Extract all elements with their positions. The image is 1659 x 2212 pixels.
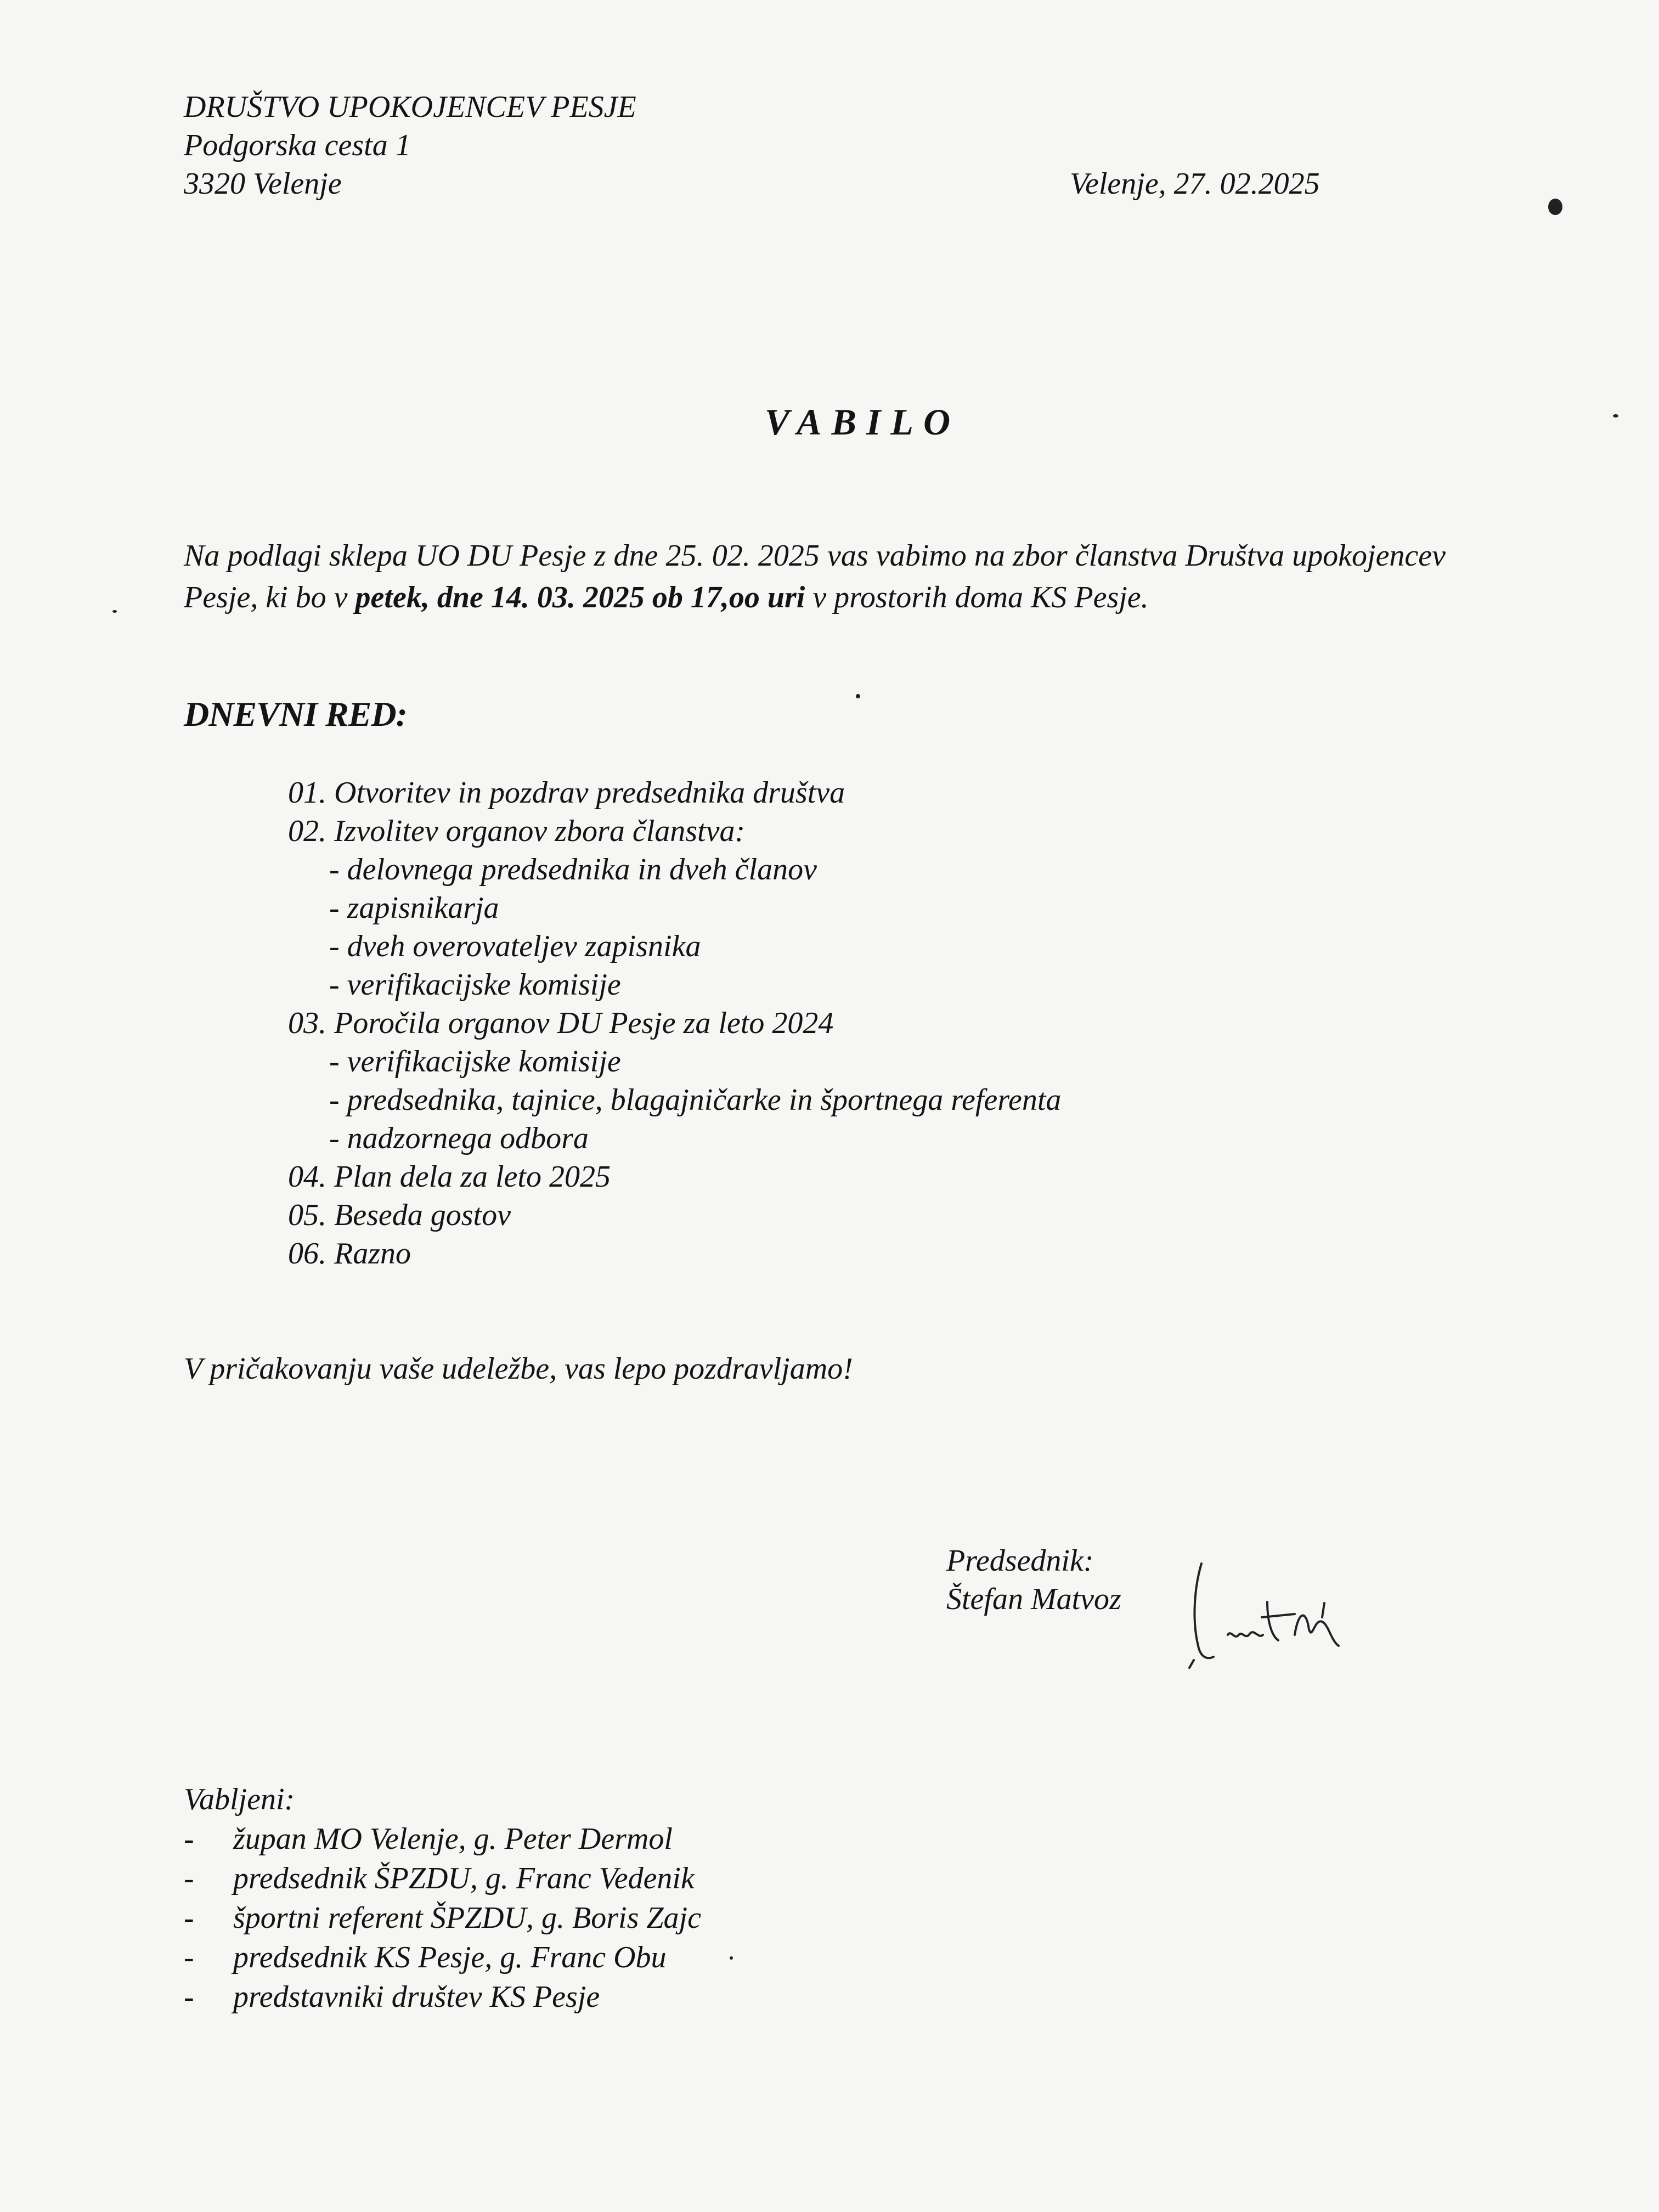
list-dash: -	[184, 1940, 194, 1974]
invitation-text	[184, 535, 1446, 618]
president-name: Štefan Matvoz	[946, 1582, 1121, 1616]
list-dash: -	[184, 1980, 194, 2014]
invited-item-text: športni referent ŠPZDU, g. Boris Zajc	[233, 1901, 701, 1935]
invited-item-text: predstavniki društev KS Pesje	[233, 1980, 600, 2014]
agenda-item: 06. Razno	[288, 1237, 411, 1271]
agenda-item: 02. Izvolitev organov zbora članstva:	[288, 814, 746, 848]
scan-speck	[856, 694, 860, 698]
handwritten-signature	[1185, 1553, 1383, 1679]
invited-item-text: predsednik ŠPZDU, g. Franc Vedenik	[233, 1861, 695, 1895]
meeting-datetime: petek, dne 14. 03. 2025 ob 17,oo uri	[355, 580, 805, 614]
agenda-item: - verifikacijske komisije	[329, 968, 621, 1002]
invited-item	[184, 1978, 701, 2017]
invited-item-text: župan MO Velenje, g. Peter Dermol	[233, 1822, 673, 1856]
document-title: VABILO	[764, 401, 961, 443]
invited-block	[184, 1780, 701, 2014]
scan-speck	[112, 610, 117, 613]
invited-item-text: predsednik KS Pesje, g. Franc Obu	[233, 1940, 667, 1974]
agenda-list	[288, 774, 1061, 1273]
sender-name: DRUŠTVO UPOKOJENCEV PESJE	[184, 90, 636, 124]
list-dash: -	[184, 1861, 194, 1895]
agenda-item: - zapisnikarja	[329, 891, 499, 925]
sender-street: Podgorska cesta 1	[184, 128, 411, 162]
invited-list	[184, 1820, 701, 2014]
invited-item	[184, 1938, 701, 1978]
agenda-item: - predsednika, tajnice, blagajničarke in športnega referenta	[329, 1083, 1062, 1117]
agenda-item: 01. Otvoritev in pozdrav predsednika društva	[288, 776, 845, 810]
list-dash: -	[184, 1901, 194, 1935]
scan-speck	[1613, 414, 1618, 417]
agenda-heading: DNEVNI RED:	[184, 695, 407, 733]
closing-greeting: V pričakovanju vaše udeležbe, vas lepo pozdravljamo!	[184, 1352, 853, 1386]
list-dash: -	[184, 1822, 194, 1856]
agenda-item: - verifikacijske komisije	[329, 1045, 621, 1079]
invited-item	[184, 1899, 701, 1938]
scan-speck	[1548, 199, 1562, 215]
agenda-item: - dveh overovateljev zapisnika	[329, 929, 701, 963]
invitation-text-part1: Na podlagi sklepa UO DU Pesje z dne 25. 02. 2025 vas vabimo na zbor članstva Društva upokojencev Pesje, ki bo v	[184, 539, 1446, 614]
document-date: Velenje, 27. 02.2025	[1070, 167, 1320, 201]
invitation-text-part2: v prostorih doma KS Pesje.	[805, 580, 1149, 614]
invited-item	[184, 1820, 701, 1859]
agenda-item: - nadzornega odbora	[329, 1121, 589, 1155]
invited-heading: Vabljeni:	[184, 1782, 295, 1816]
president-role: Predsednik:	[946, 1544, 1094, 1578]
agenda-item: 03. Poročila organov DU Pesje za leto 2024	[288, 1006, 834, 1040]
president-block	[946, 1542, 1121, 1618]
agenda-item: 04. Plan dela za leto 2025	[288, 1160, 611, 1194]
agenda-item: - delovnega predsednika in dveh članov	[329, 853, 817, 887]
sender-city: 3320 Velenje	[184, 167, 342, 201]
scan-speck	[730, 1956, 733, 1960]
sender-address	[184, 88, 636, 203]
invited-item	[184, 1859, 701, 1899]
agenda-item: 05. Beseda gostov	[288, 1198, 511, 1232]
